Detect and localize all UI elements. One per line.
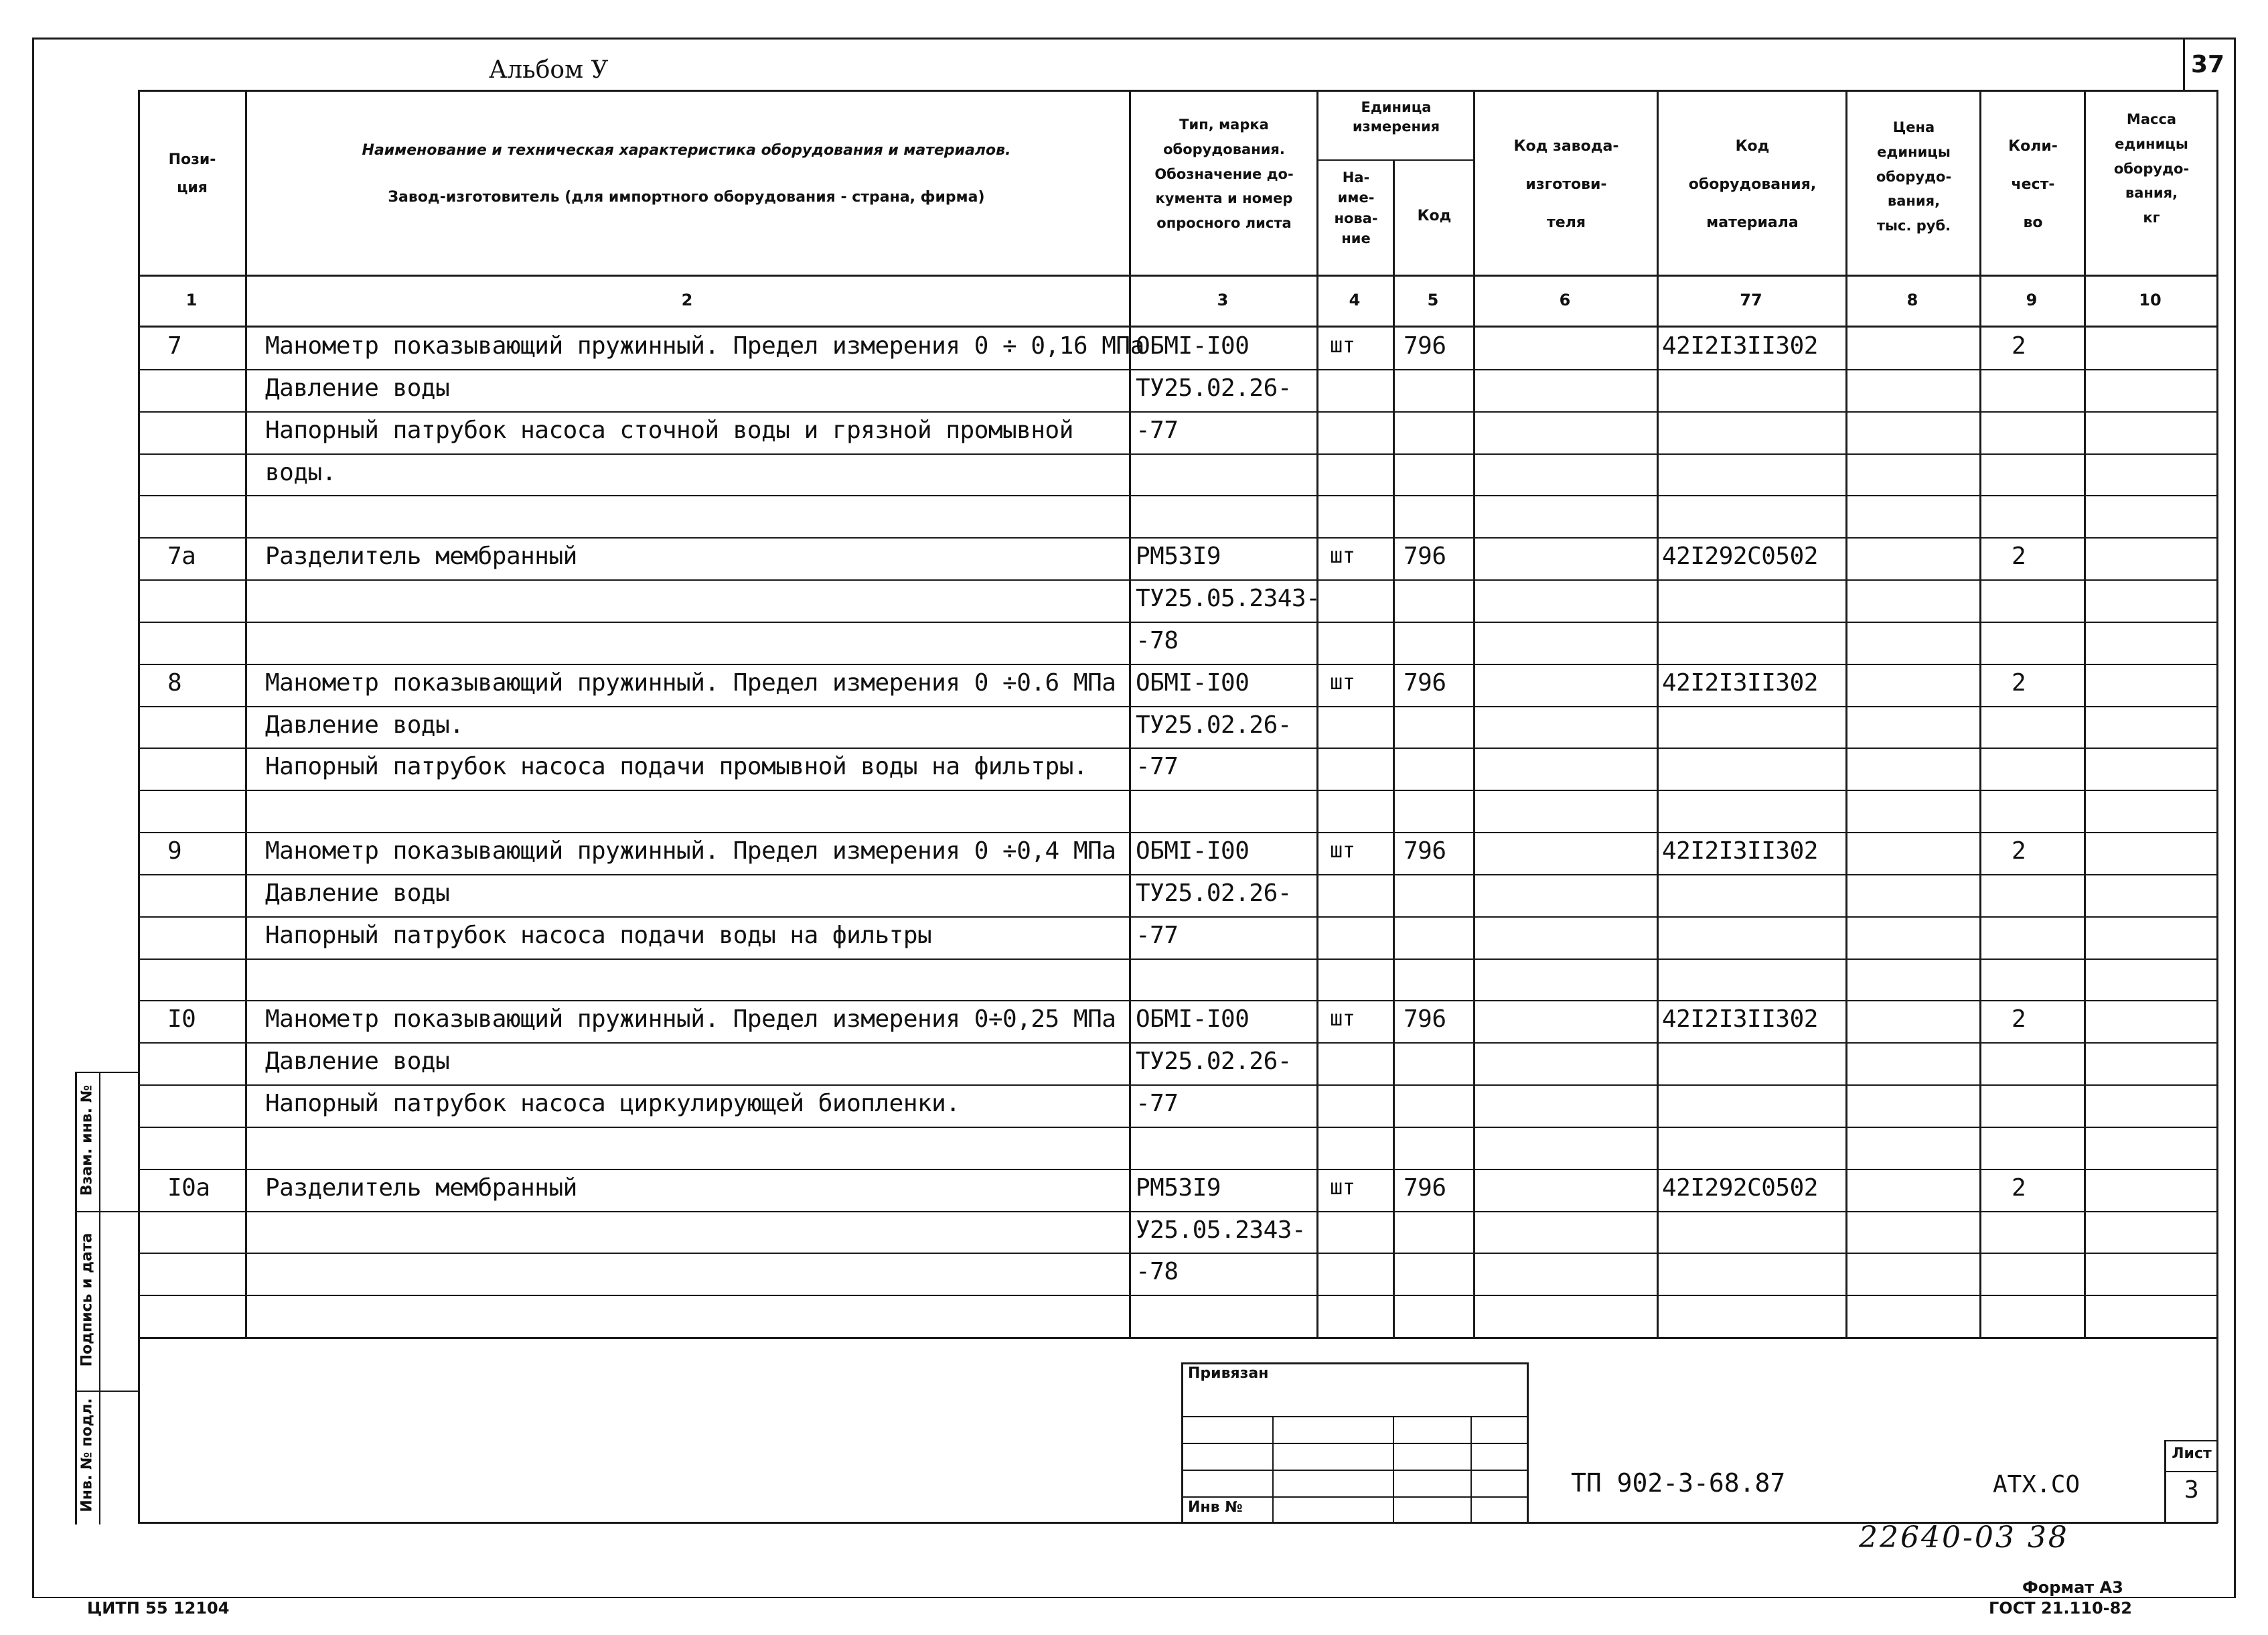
page-number-box-left [2183,38,2185,91]
header-price: Цена единицы оборудо- вания, тыс. руб. [1876,119,1952,234]
table-row [138,537,2218,539]
header-name-line2: Завод-изготовитель (для импортного оборудования - страна, фирма) [388,189,985,206]
table-row [138,1084,2218,1086]
unit-code-cell: 796 [1404,837,1446,865]
table-row [138,664,2218,665]
type-cell: -77 [1136,922,1179,949]
stamp-privyazan: Привязан [1188,1365,1269,1382]
quantity-cell: 2 [2012,1005,2026,1033]
header-type: Тип, марка оборудования. Обозначение до- кумента и номер опросного листа [1154,117,1294,231]
table-row [138,748,2218,749]
col-line-3 [1316,90,1318,1338]
name-cell: Давление воды. [265,711,464,739]
column-number: 4 [1349,291,1361,309]
table-top [138,90,2218,92]
header-factory-code: Код завода- изготови- теля [1513,138,1619,232]
header-unit-code: Код [1417,208,1452,224]
table-row [138,411,2218,413]
type-cell: -78 [1136,1258,1179,1285]
header-quantity: Коли- чест- во [2008,138,2058,232]
position-cell: 7а [167,543,196,570]
name-cell: Манометр показывающий пружинный. Предел измерения 0÷0,25 МПа [265,1005,1116,1033]
unit-code-cell: 796 [1404,332,1446,360]
name-cell: Давление воды [265,374,450,402]
stamp-doc-code: ТП 902-3-68.87 [1571,1468,1786,1498]
sheet-box-left [2164,1440,2166,1523]
outer-frame-left [32,38,34,1598]
unit-cell: шт [1330,1005,1355,1031]
table-row [138,369,2218,370]
stamp-row-2 [1181,1443,1528,1444]
position-cell: I0а [167,1174,210,1202]
stamp-sheet-label: Лист [2172,1445,2212,1462]
table-row [138,1295,2218,1296]
table-row [138,1127,2218,1128]
outer-frame-top [32,38,2235,40]
stamp-section: АТХ.СО [1993,1471,2081,1498]
type-cell: -77 [1136,1090,1179,1117]
table-row [138,1169,2218,1170]
col-line-9 [2084,90,2086,1338]
sheet-box-mid [2164,1471,2218,1472]
type-cell: ТУ25.02.26- [1136,1048,1292,1075]
outer-frame-bottom [32,1597,2235,1598]
name-cell: Давление воды [265,879,450,907]
type-cell: ОБМI-I00 [1136,332,1250,360]
equip-code-cell: 42I2I3II302 [1662,669,1818,697]
name-cell: Разделитель мембранный [265,1174,577,1202]
type-cell: РМ53I9 [1136,543,1221,570]
col-line-7 [1845,90,1847,1338]
table-row [138,495,2218,496]
table-row [138,916,2218,918]
stamp-col-3 [1470,1416,1472,1523]
column-number: 8 [1906,291,1918,309]
type-cell: -78 [1136,627,1179,654]
header-mass: Масса единицы оборудо- вания, кг [2113,111,2190,226]
stamp-row-1 [1181,1416,1528,1417]
type-cell: ОБМI-I00 [1136,1005,1250,1033]
header-unit-name: На- име- нова- ние [1334,169,1378,247]
table-row [138,832,2218,833]
type-cell: -77 [1136,417,1179,444]
name-cell: Давление воды [265,1048,450,1075]
equip-code-cell: 42I2I3II302 [1662,837,1818,865]
table-row [138,1000,2218,1001]
col-line-8 [1979,90,1981,1338]
equip-code-cell: 42I2I3II302 [1662,1005,1818,1033]
position-cell: 8 [167,669,182,697]
table-row [138,579,2218,581]
name-cell: Манометр показывающий пружинный. Предел измерения 0 ÷0,4 МПа [265,837,1116,865]
table-row [138,622,2218,623]
header-bottom [138,275,2218,277]
name-cell: Напорный патрубок насоса циркулирующей биопленки. [265,1090,960,1117]
type-cell: ТУ25.05.2343- [1136,585,1320,612]
cipo-label: ЦИТП 55 12104 [87,1599,230,1618]
column-number: 5 [1427,291,1439,309]
header-position: Пози- ция [168,151,216,196]
name-cell: Напорный патрубок насоса подачи промывной воды на фильтры. [265,753,1088,780]
name-cell: Манометр показывающий пружинный. Предел измерения 0 ÷0.6 МПа [265,669,1116,697]
side-stamp-mid [99,1072,100,1524]
side-stamp-podpis: Подпись и дата [78,1232,96,1367]
gost-label: ГОСТ 21.110-82 [1989,1599,2133,1618]
column-number: 6 [1559,291,1571,309]
table-row [138,453,2218,455]
col-line-4 [1393,159,1395,1338]
equip-code-cell: 42I2I3II302 [1662,332,1818,360]
column-number: 9 [2026,291,2038,309]
table-right [2216,90,2218,1523]
table-row [138,790,2218,791]
equip-code-cell: 42I292С0502 [1662,543,1818,570]
stamp-inv-no: Инв № [1188,1499,1243,1516]
unit-header-divider [1316,159,1475,161]
unit-code-cell: 796 [1404,1005,1446,1033]
page-number: 37 [2191,51,2225,78]
header-name-line1: Наименование и техническая характеристика оборудования и материалов. [362,142,1011,159]
album-title: Альбом У [489,56,609,84]
col-line-2 [1129,90,1131,1338]
unit-code-cell: 796 [1404,543,1446,570]
table-row [138,958,2218,960]
type-cell: ТУ25.02.26- [1136,879,1292,907]
name-cell: Разделитель мембранный [265,543,577,570]
stamp-row-3 [1181,1470,1528,1471]
column-number: 3 [1217,291,1229,309]
name-cell: Напорный патрубок насоса подачи воды на фильтры [265,922,932,949]
name-cell: Манометр показывающий пружинный. Предел измерения 0 ÷ 0,16 МПа [265,332,1144,360]
type-cell: У25.05.2343- [1136,1216,1306,1244]
type-cell: ТУ25.02.26- [1136,374,1292,402]
type-cell: РМ53I9 [1136,1174,1221,1202]
name-cell: воды. [265,459,336,486]
handwritten-number: 22640-03 38 [1859,1520,2069,1555]
type-cell: ОБМI-I00 [1136,837,1250,865]
position-cell: 7 [167,332,182,360]
column-number: 77 [1740,291,1762,309]
position-cell: I0 [167,1005,196,1033]
unit-cell: шт [1330,837,1355,863]
colnum-bottom [138,326,2218,328]
name-cell: Напорный патрубок насоса сточной воды и грязной промывной [265,417,1073,444]
table-row [138,1337,2218,1338]
unit-code-cell: 796 [1404,1174,1446,1202]
quantity-cell: 2 [2012,332,2026,360]
table-row [138,1253,2218,1254]
unit-code-cell: 796 [1404,669,1446,697]
header-unit: Единица измерения [1352,99,1440,135]
outer-frame-right [2234,38,2236,1598]
type-cell: ОБМI-I00 [1136,669,1250,697]
column-number: 10 [2139,291,2162,309]
side-stamp-inv: Инв. № подл. [78,1398,96,1512]
unit-cell: шт [1330,332,1355,358]
unit-cell: шт [1330,543,1355,568]
col-line-5 [1473,90,1475,1338]
column-number: 2 [681,291,693,309]
stamp-col-1 [1272,1416,1274,1523]
unit-cell: шт [1330,1174,1355,1200]
type-cell: -77 [1136,753,1179,780]
quantity-cell: 2 [2012,837,2026,865]
table-row [138,1042,2218,1044]
quantity-cell: 2 [2012,1174,2026,1202]
stamp-sheet-number: 3 [2184,1476,2199,1504]
table-row [138,874,2218,875]
column-number: 1 [185,291,198,309]
side-stamp-left [75,1072,77,1524]
position-cell: 9 [167,837,182,865]
table-row [138,1211,2218,1212]
table-row [138,706,2218,707]
quantity-cell: 2 [2012,669,2026,697]
col-line-6 [1657,90,1659,1338]
format-label: Формат А3 [2022,1578,2123,1597]
equip-code-cell: 42I292С0502 [1662,1174,1818,1202]
unit-cell: шт [1330,669,1355,695]
stamp-col-2 [1393,1416,1394,1523]
header-equip-code: Код оборудования, материала [1688,138,1817,232]
type-cell: ТУ25.02.26- [1136,711,1292,739]
quantity-cell: 2 [2012,543,2026,570]
side-stamp-vzam: Взам. инв. № [78,1084,96,1196]
col-line-1 [245,90,247,1338]
